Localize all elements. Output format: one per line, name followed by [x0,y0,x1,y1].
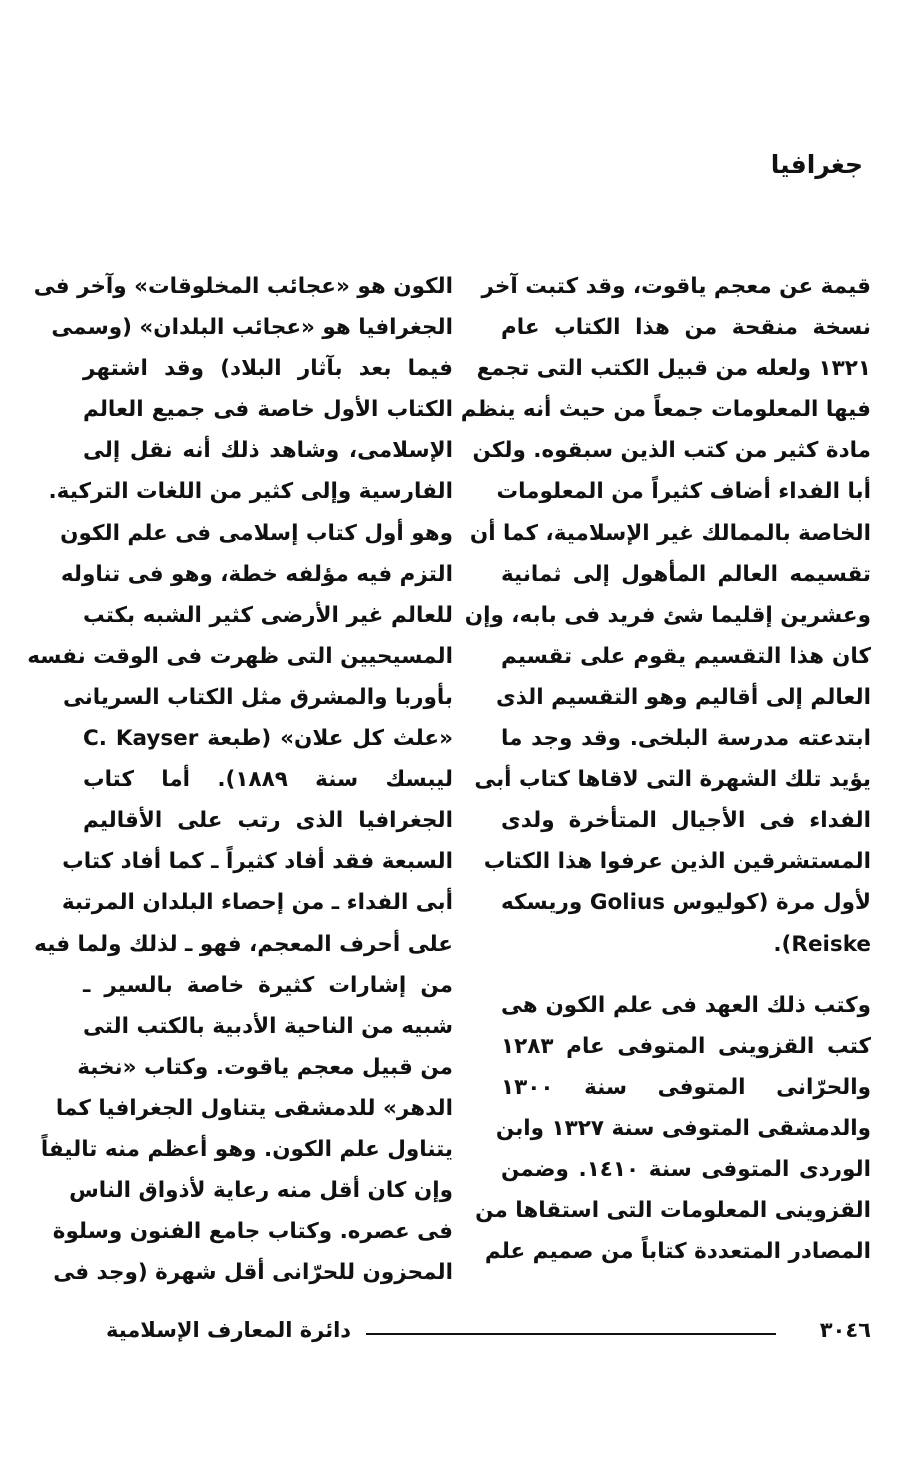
text-line: لأول مرة (كوليوس Golius وريسكه [501,890,871,916]
paragraph-gap [501,965,871,985]
text-line: الإسلامى، وشاهد ذلك أنه نقل إلى [83,438,453,464]
text-line: المسيحيين التى ظهرت فى الوقت نفسه [27,643,453,669]
left-column [27,266,453,1293]
text-line: أبا الفداء أضاف كثيراً من المعلومات [496,479,871,505]
text-line: الكتاب الأول خاصة فى جميع العالم [83,397,453,423]
running-head: جغرافيا [770,150,863,179]
text-line: مادة كثير من كتب الذين سبقوه. ولكن [472,438,871,464]
text-line: المستشرقين الذين عرفوا هذا الكتاب [483,849,871,875]
text-line: الفداء فى الأجيال المتأخرة ولدى [501,808,871,834]
text-line: الجغرافيا هو «عجائب البلدان» (وسمى [51,315,453,341]
text-line: للعالم غير الأرضى كثير الشبه بكتب [83,602,453,628]
text-line: القزوينى المعلومات التى استقاها من [475,1198,871,1224]
text-line: يتناول علم الكون. وهو أعظم منه تاليفاً [40,1136,453,1162]
text-line: شبيه من الناحية الأدبية بالكتب التى [83,1013,453,1039]
text-line: نسخة منقحة من هذا الكتاب عام [501,315,871,341]
text-line: قيمة عن معجم ياقوت، وقد كتبت آخر [481,274,871,299]
text-line: وعشرين إقليما شئ فريد فى بابه، وإن [464,602,871,628]
text-line: فيما بعد بآثار البلاد) وقد اشتهر [83,356,453,382]
text-line: وإن كان أقل منه رعاية لأذواق الناس [69,1178,453,1204]
text-line: كتب القزوينى المتوفى عام ١٢٨٣ [501,1033,871,1059]
text-line: الدهر» للدمشقى يتناول الجغرافيا كما [55,1095,453,1121]
text-line: من قبيل معجم ياقوت. وكتاب «نخبة [77,1054,453,1080]
text-line: Reiske). [773,931,871,957]
text-line: من إشارات كثيرة خاصة بالسير ـ [83,972,453,998]
text-line: الكون هو «عجائب المخلوقات» وآخر فى [33,274,453,299]
text-line: كان هذا التقسيم يقوم على تقسيم [501,643,871,669]
right-column [460,266,871,1272]
text-line: والدمشقى المتوفى سنة ١٣٢٧ وابن [495,1115,871,1141]
text-line: تقسيمه العالم المأهول إلى ثمانية [501,561,871,587]
text-line: المحزون للحرّانى أقل شهرة (وجد فى [53,1260,453,1286]
text-line: التزم فيه مؤلفه خطة، وهو فى تناوله [60,561,453,587]
text-line: يؤيد تلك الشهرة التى لاقاها كتاب أبى [474,767,871,793]
text-line: فيها المعلومات جمعاً من حيث أنه ينظم [460,397,871,423]
page-footer [106,1318,871,1348]
text-line: الفارسية وإلى كثير من اللغات التركية. [48,479,453,505]
text-line: والحرّانى المتوفى سنة ١٣٠٠ [501,1074,871,1100]
text-line: أبى الفداء ـ من إحصاء البلدان المرتبة [61,890,453,916]
text-line: الخاصة بالممالك غير الإسلامية، كما أن [469,520,871,546]
text-line: السبعة فقد أفاد كثيراً ـ كما أفاد كتاب [62,849,453,875]
page-number: ٣٠٤٦ [819,1318,871,1342]
text-line: وكتب ذلك العهد فى علم الكون هى [501,992,871,1018]
text-line: الجغرافيا الذى رتب على الأقاليم [83,808,453,834]
text-line: ليبسك سنة ١٨٨٩). أما كتاب [83,767,453,793]
footer-rule [366,1333,776,1335]
text-line: «علث كل علان» (طبعة C. Kayser [83,726,453,752]
text-line: ابتدعته مدرسة البلخى. وقد وجد ما [501,726,871,752]
text-line: على أحرف المعجم، فهو ـ لذلك ولما فيه [34,931,453,957]
text-line: المصادر المتعددة كتاباً من صميم علم [484,1239,871,1265]
text-line: ١٣٢١ ولعله من قبيل الكتب التى تجمع [476,356,871,382]
text-line: العالم إلى أقاليم وهو التقسيم الذى [496,684,871,710]
text-line: وهو أول كتاب إسلامى فى علم الكون [60,520,453,546]
text-line: فى عصره. وكتاب جامع الفنون وسلوة [52,1219,453,1245]
publication-title: دائرة المعارف الإسلامية [106,1318,352,1342]
text-line: بأوربا والمشرق مثل الكتاب السريانى [62,684,453,710]
text-line: الوردى المتوفى سنة ١٤١٠. وضمن [501,1156,871,1182]
